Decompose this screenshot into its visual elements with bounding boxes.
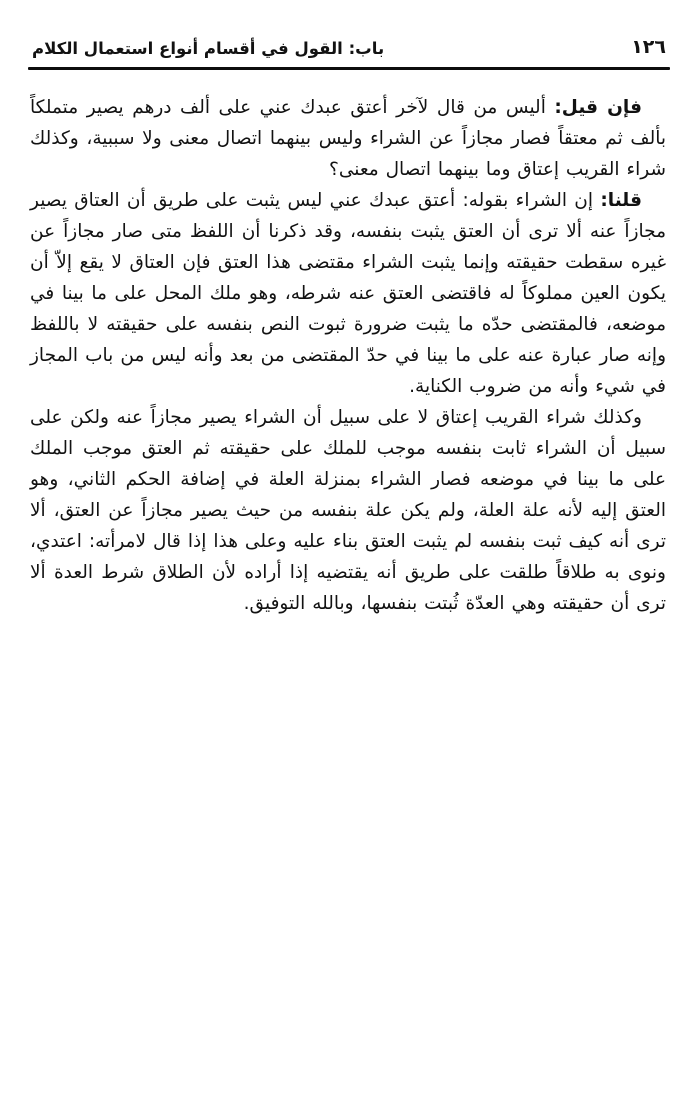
paragraph-text: إن الشراء بقوله: أعتق عبدك عني ليس يثبت على طريق أن العتاق يصير مجازاً عنه ألا ترى أن العتق يثبت بنفسه، وقد ذكرنا أن اللفظ متى صار مجازاً عن غيره سقطت حقيقته وإنما يثبت الشراء مقتضى هذا العتق فإن العتاق لا يقع إلاّ أن يكون العين مملوكاً له فاقتضى العتق عنه شرطه، وهو ملك المحل على ما بينا في موضعه، فالمقتضى حدّه ما يثبت ضرورة ثبوت النص بنفسه على حقيقته لا باللفظ وإنه صار عبارة عنه على ما بينا في حدّ المقتضى من بعد وأنه ليس من باب المجاز في شيء وأنه من ضروب الكناية.: [30, 189, 666, 397]
page-number: ١٢٦: [631, 36, 666, 58]
paragraph-text: أليس من قال لآخر أعتق عبدك عني على ألف درهم يصير متملكاً بألف ثم معتقاً فصار مجازاً عن الشراء وليس بينهما اتصال معنى ولا سببية، وكذلك شراء القريب إعتاق وما بينهما اتصال معنى؟: [30, 96, 666, 180]
page-body: [0, 70, 698, 619]
paragraph-continuation: [30, 402, 666, 619]
chapter-title: باب: القول في أقسام أنواع استعمال الكلام: [32, 39, 385, 58]
page-header: [0, 0, 698, 59]
paragraph-text: وكذلك شراء القريب إعتاق لا على سبيل أن الشراء يصير مجازاً عنه ولكن على سبيل أن الشراء ثابت بنفسه موجب للملك على حقيقته ثم العتق موجب الملك على ما بينا في موضعه فصار الشراء بمنزلة العلة في إضافة الحكم الثاني، وهو العتق إليه لأنه علة العلة، ولم يكن علة بنفسه من حيث يصير مجازاً عن العتق، ألا ترى أنه كيف ثبت بنفسه لم يثبت العتق بناء عليه وعلى هذا إذا قال لامرأته: اعتدي، ونوى به طلاقاً طلقت على طريق أنه يقتضيه إذا أراده لأن الطلاق شرط العدة ألا ترى أن حقيقته وهي العدّة ثُبتت بنفسها، وبالله التوفيق.: [30, 406, 666, 614]
paragraph-lead: فإن قيل:: [554, 96, 642, 118]
paragraph-lead: قلنا:: [600, 189, 642, 211]
paragraph-question: [30, 92, 666, 185]
paragraph-answer: [30, 185, 666, 402]
